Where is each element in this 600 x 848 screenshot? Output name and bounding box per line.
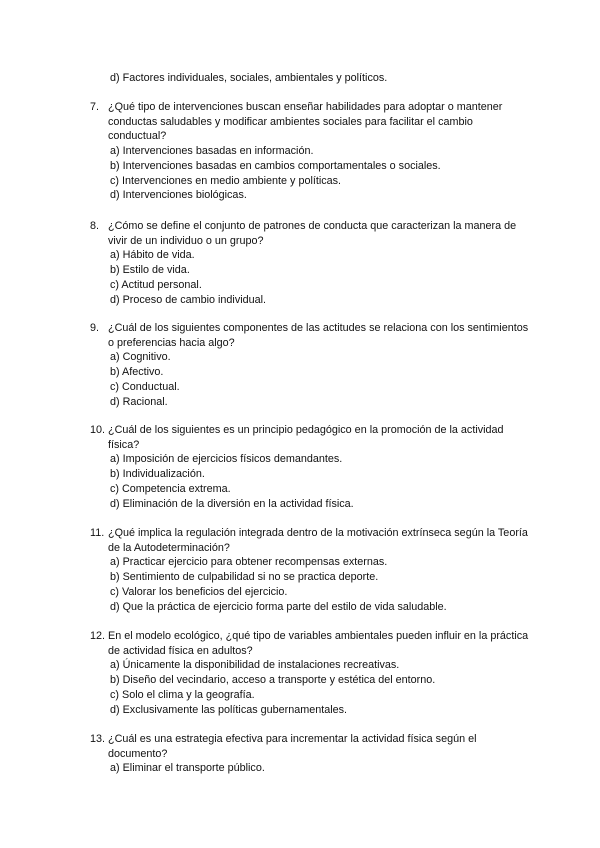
question-7	[90, 100, 530, 203]
question-13	[90, 732, 530, 776]
option-b: b) Estilo de vida.	[110, 264, 190, 277]
option-list	[90, 555, 530, 614]
option-d: d) Proceso de cambio individual.	[110, 293, 267, 306]
option-a: a) Únicamente la disponibilidad de instalaciones recreativas.	[110, 659, 400, 672]
option-d: d) Intervenciones biológicas.	[110, 189, 247, 202]
question-stem	[90, 732, 530, 761]
option-c: c) Solo el clima y la geografía.	[110, 688, 255, 701]
option-list	[90, 761, 530, 776]
question-8	[90, 219, 530, 307]
option-d: d) Eliminación de la diversión en la actividad física.	[110, 497, 354, 510]
question-stem	[90, 321, 530, 350]
option-d: d) Exclusivamente las políticas gubernamentales.	[110, 703, 348, 716]
question-number: 11.	[90, 527, 105, 539]
option-c: c) Competencia extrema.	[110, 482, 231, 495]
option-c: c) Valorar los beneficios del ejercicio.	[110, 585, 288, 598]
question-number: 13.	[90, 733, 106, 745]
option-d: d) Que la práctica de ejercicio forma parte del estilo de vida saludable.	[110, 600, 447, 613]
option-a: a) Eliminar el transporte público.	[110, 762, 265, 775]
option-a: a) Hábito de vida.	[110, 249, 195, 262]
option-b: b) Afectivo.	[110, 366, 164, 379]
question-text: ¿Cuál de los siguientes es un principio pedagógico en la promoción de la actividad física?	[108, 424, 504, 451]
question-number: 12.	[90, 630, 106, 642]
question-text: ¿Qué tipo de intervenciones buscan enseñar habilidades para adoptar o mantener conductas saludables y modificar ambientes sociales para facilitar el cambio conductual?	[108, 101, 503, 143]
option-a: a) Practicar ejercicio para obtener recompensas externas.	[110, 556, 388, 569]
option-c: c) Conductual.	[110, 380, 180, 393]
option-a: a) Cognitivo.	[110, 351, 171, 364]
question-stem	[90, 629, 530, 658]
option-d-continued: d) Factores individuales, sociales, ambientales y políticos.	[110, 72, 388, 84]
question-number: 10.	[90, 424, 106, 436]
question-text: ¿Cuál es una estrategia efectiva para incrementar la actividad física según el documento?	[108, 733, 477, 760]
question-11	[90, 526, 530, 614]
option-b: b) Individualización.	[110, 468, 205, 481]
option-b: b) Intervenciones basadas en cambios comportamentales o sociales.	[110, 159, 441, 172]
question-stem	[90, 423, 530, 452]
option-a: a) Intervenciones basadas en información.	[110, 145, 314, 158]
option-list	[90, 658, 530, 717]
question-number: 9.	[90, 322, 100, 334]
question-9	[90, 321, 530, 409]
question-number: 7.	[90, 101, 100, 113]
option-b: b) Diseño del vecindario, acceso a transporte y estética del entorno.	[110, 674, 436, 687]
option-b: b) Sentimiento de culpabilidad si no se practica deporte.	[110, 571, 379, 584]
question-12	[90, 629, 530, 717]
question-text: ¿Cuál de los siguientes componentes de las actitudes se relaciona con los sentimientos o preferencias hacia algo?	[108, 322, 529, 349]
question-text: ¿Cómo se define el conjunto de patrones de conducta que caracterizan la manera de vivir de un individuo o un grupo?	[108, 220, 517, 247]
option-a: a) Imposición de ejercicios físicos demandantes.	[110, 453, 343, 466]
option-list	[90, 350, 530, 409]
option-list	[90, 248, 530, 307]
question-10	[90, 423, 530, 511]
question-stem	[90, 219, 530, 248]
option-list	[90, 144, 530, 203]
option-c: c) Intervenciones en medio ambiente y políticas.	[110, 174, 342, 187]
question-number: 8.	[90, 220, 100, 232]
question-text: En el modelo ecológico, ¿qué tipo de variables ambientales pueden influir en la práctica de actividad física en adultos?	[108, 630, 529, 657]
question-stem	[90, 526, 530, 555]
question-stem	[90, 100, 530, 144]
option-c: c) Actitud personal.	[110, 278, 202, 291]
option-d: d) Racional.	[110, 395, 168, 408]
question-text: ¿Qué implica la regulación integrada dentro de la motivación extrínseca según la Teoría de la Autodeterminación?	[108, 527, 528, 554]
option-list	[90, 452, 530, 511]
